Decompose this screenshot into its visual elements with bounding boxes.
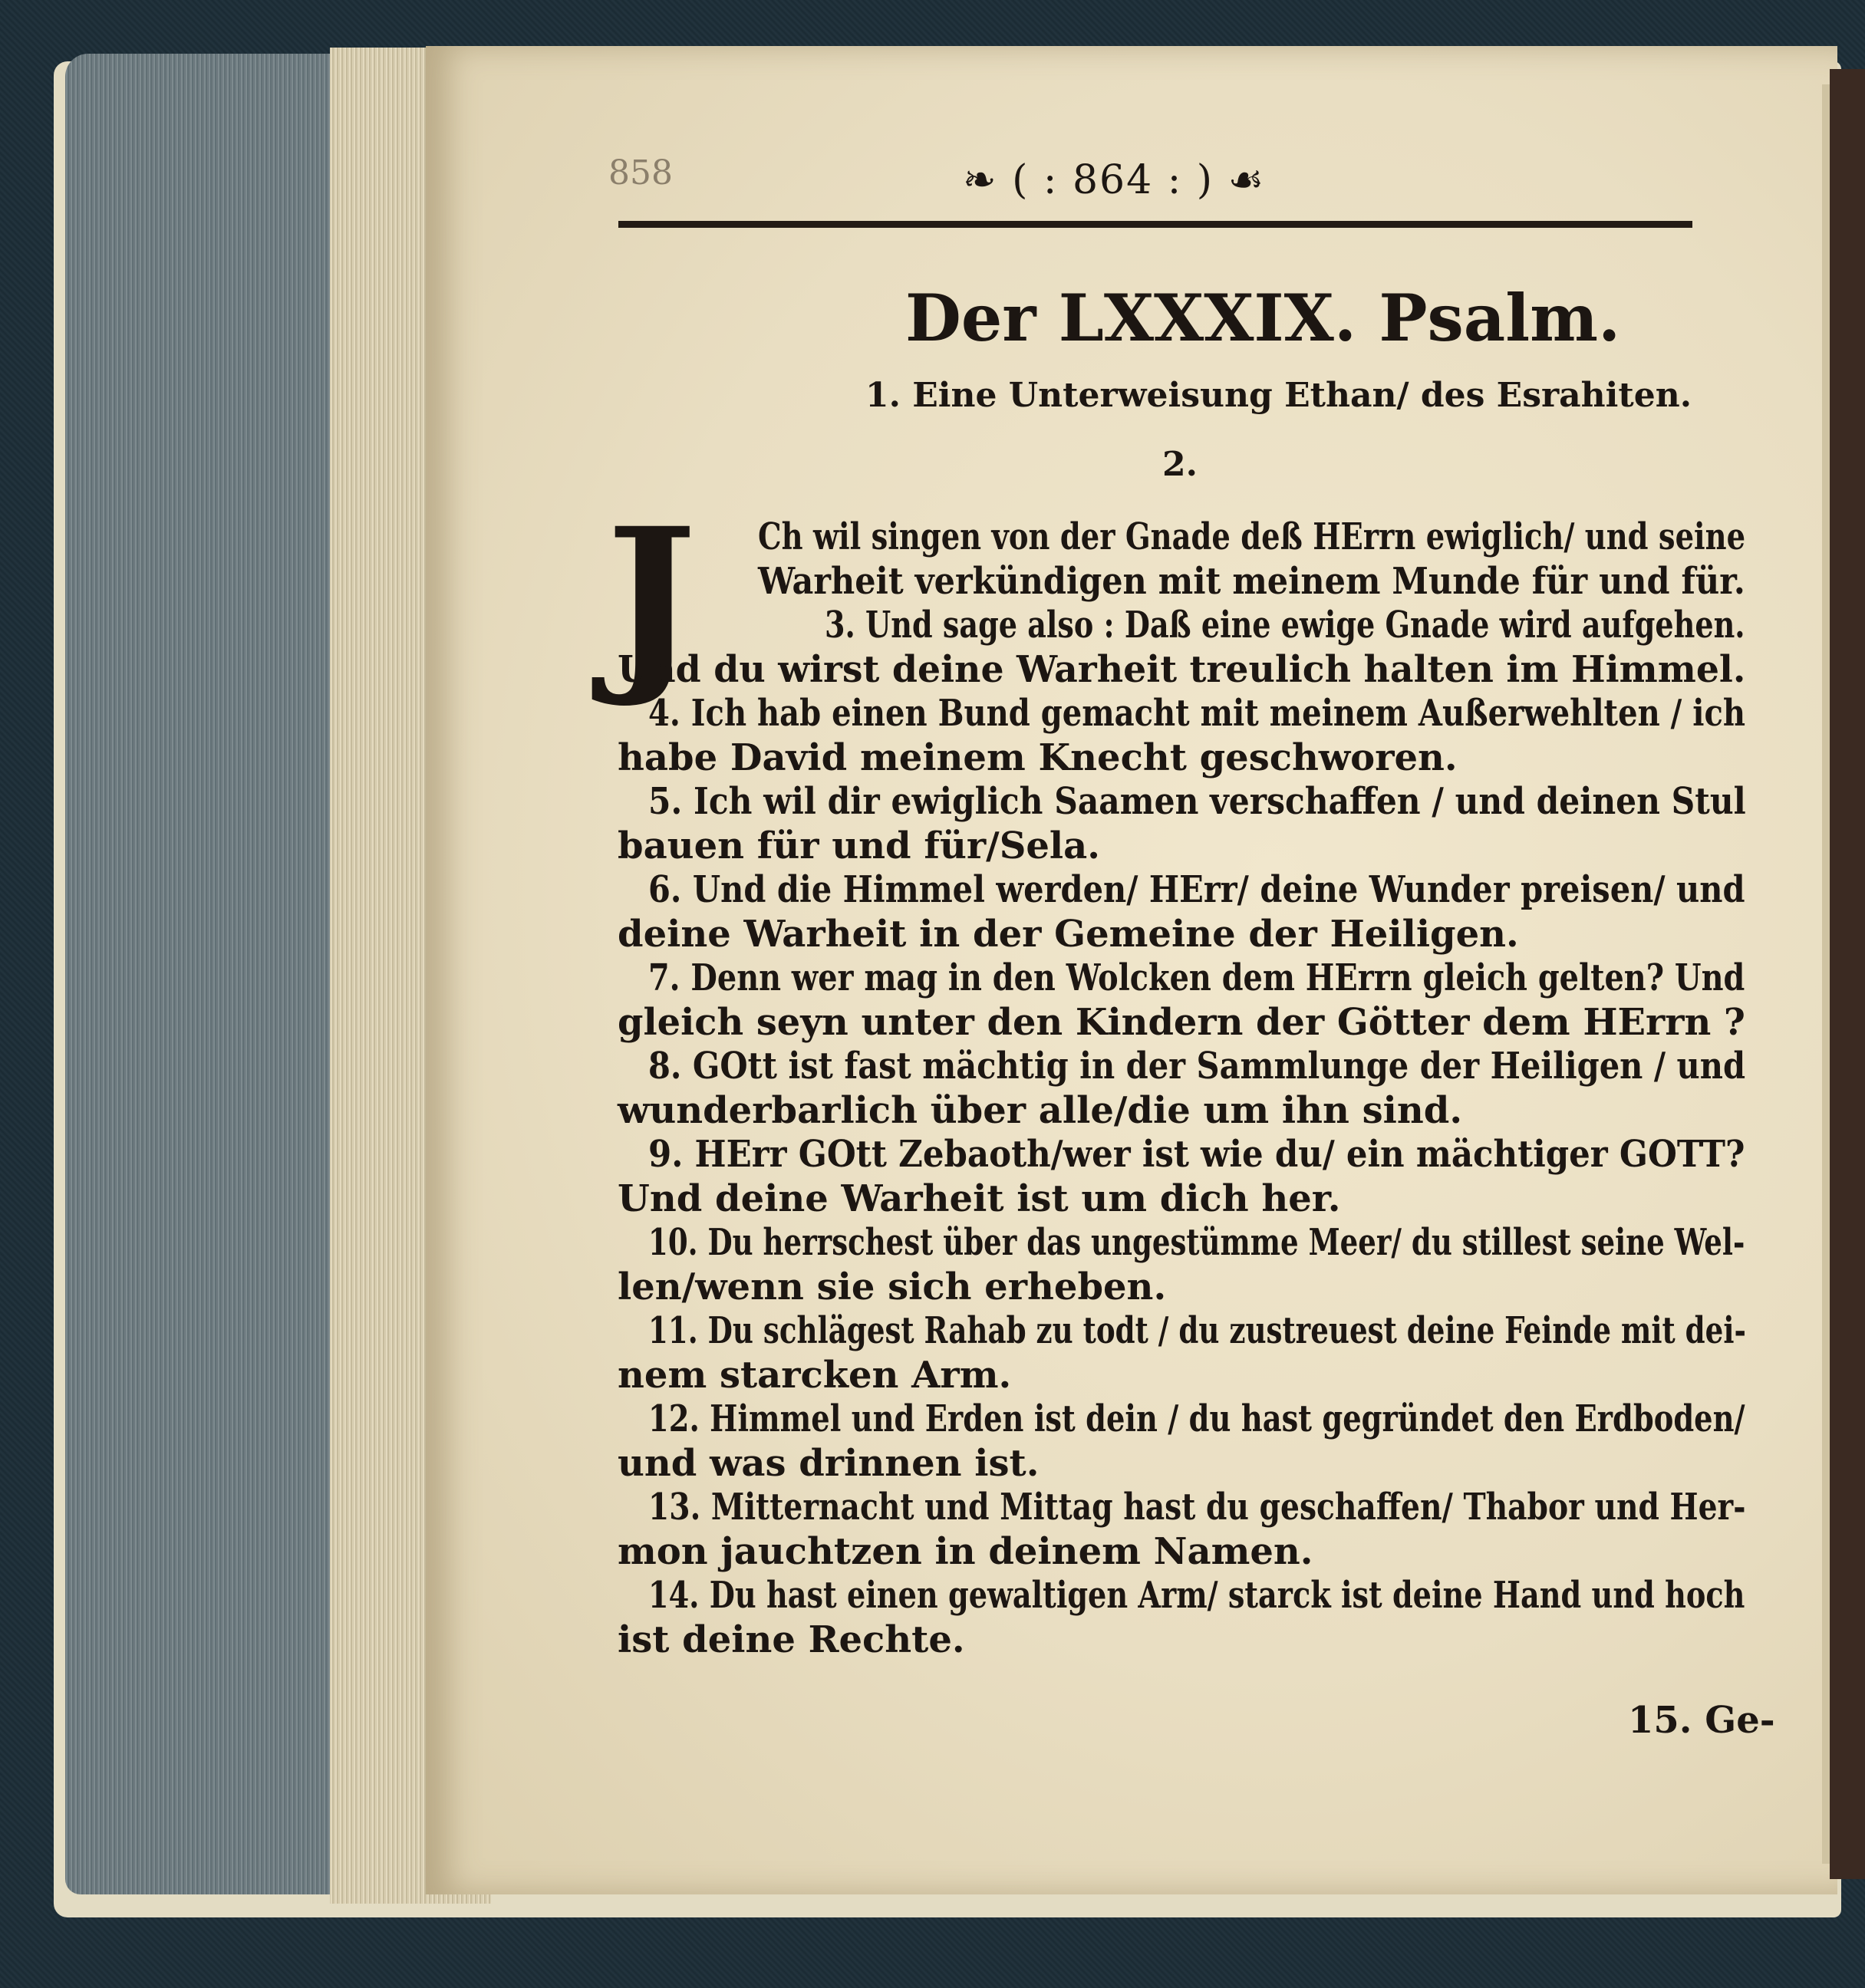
- catchword: 15. Ge-: [1628, 1699, 1775, 1742]
- text-line: 12. Himmel und Erden ist dein / du hast gegründet den Erdboden/: [648, 1397, 1745, 1440]
- psalm-title: Der LXXXIX. Psalm.: [905, 280, 1621, 356]
- text-line: Ch wil singen von der Gnade deß HErrn ewiglich/ und seine: [758, 515, 1746, 558]
- text-line: Und du wirst deine Warheit treulich halten im Himmel.: [618, 647, 1746, 691]
- text-line: und was drinnen ist.: [618, 1441, 1040, 1485]
- text-line: 6. Und die Himmel werden/ HErr/ deine Wunder preisen/ und: [648, 868, 1745, 911]
- facing-page-shadow: [1830, 69, 1865, 1879]
- verse-number-2: 2.: [1162, 445, 1198, 484]
- text-line: gleich seyn unter den Kindern der Götter dem HErrn ?: [618, 1000, 1745, 1044]
- text-line: len/wenn sie sich erheben.: [618, 1265, 1167, 1308]
- text-line: habe David meinem Knecht geschworen.: [618, 736, 1458, 779]
- text-line: mon jauchtzen in deinem Namen.: [618, 1529, 1313, 1573]
- text-line: 8. GOtt ist fast mächtig in der Sammlunge der Heiligen / und: [648, 1045, 1746, 1088]
- text-line: 11. Du schlägest Rahab zu todt / du zustreuest deine Feinde mit dei-: [648, 1309, 1746, 1352]
- text-line: 4. Ich hab einen Bund gemacht mit meinem Außerwehlten / ich: [648, 692, 1746, 735]
- ornament-right-icon: ☙: [1214, 157, 1266, 203]
- text-line: wunderbarlich über alle/die um ihn sind.: [618, 1088, 1463, 1132]
- page-number: ( : 864 : ): [1012, 157, 1214, 203]
- header-rule: [618, 221, 1692, 228]
- psalm-subtitle: 1. Eine Unterweisung Ethan/ des Esrahiten.: [865, 376, 1692, 415]
- drop-cap-initial: J: [606, 485, 697, 711]
- page-header: [963, 157, 1265, 203]
- text-line: 5. Ich wil dir ewiglich Saamen verschaffen / und deinen Stul: [648, 780, 1746, 823]
- text-line: nem starcken Arm.: [618, 1353, 1012, 1397]
- text-line: 13. Mitternacht und Mittag hast du geschaffen/ Thabor und Her-: [648, 1486, 1746, 1529]
- text-line: ist deine Rechte.: [618, 1618, 965, 1661]
- text-line: 10. Du herrschest über das ungestümme Meer/ du stillest seine Wel-: [648, 1221, 1745, 1264]
- text-line: deine Warheit in der Gemeine der Heiligen.: [618, 912, 1519, 956]
- text-line: 9. HErr GOtt Zebaoth/wer ist wie du/ ein mächtiger GOTT?: [648, 1133, 1745, 1176]
- ornament-left-icon: ❧: [963, 157, 1013, 203]
- text-line: Warheit verkündigen mit meinem Munde für und für.: [758, 559, 1745, 603]
- text-line: 14. Du hast einen gewaltigen Arm/ starck ist deine Hand und hoch: [648, 1574, 1745, 1617]
- text-line: Und deine Warheit ist um dich her.: [618, 1177, 1341, 1220]
- text-line: 3. Und sage also : Daß eine ewige Gnade wird aufgehen.: [825, 604, 1745, 647]
- previous-page-number: 858: [608, 153, 673, 193]
- text-line: bauen für und für/Sela.: [618, 824, 1100, 867]
- text-line: 7. Denn wer mag in den Wolcken dem HErrn gleich gelten? Und: [648, 956, 1745, 999]
